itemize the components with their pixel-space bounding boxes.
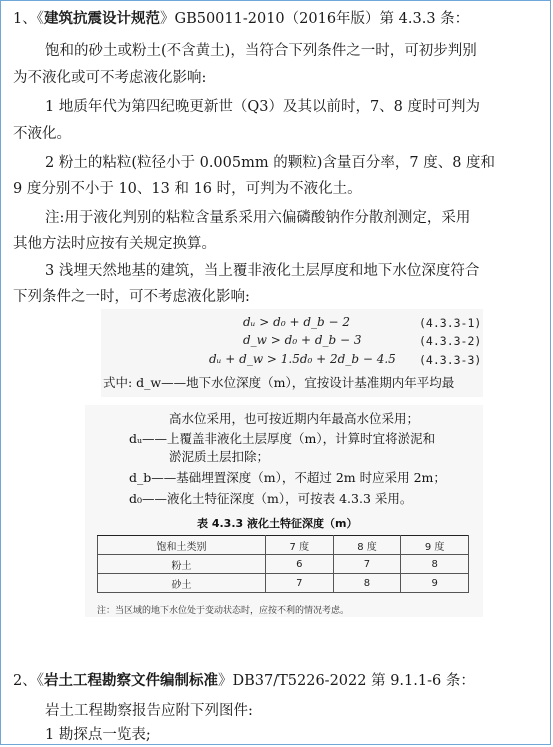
table-cell: 8	[333, 574, 401, 593]
section1-title-suffix: 》GB50011-2010（2016年版）第 4.3.3 条：	[159, 11, 470, 27]
equation-2: d_w > d₀ + d_b − 3	[243, 333, 362, 347]
paragraph-line: 9 度分别不小于 10、13 和 16 时，可判为不液化土。	[13, 181, 362, 197]
paragraph-line: 注:用于液化判别的粘粒含量系采用六偏磷酸钠作分散剂测定，采用	[45, 210, 471, 226]
table-row	[98, 555, 469, 574]
table-cell: 9	[401, 574, 469, 593]
table-header-row	[98, 536, 469, 555]
section2-title-prefix: 2、《	[13, 673, 44, 689]
definitions-table-image	[85, 405, 483, 617]
table-header-cell: 9 度	[401, 536, 469, 555]
definition-du: dᵤ——上覆盖非液化土层厚度（m），计算时宜将淤泥和	[129, 431, 436, 446]
equation-1: dᵤ > d₀ + d_b − 2	[243, 315, 351, 329]
table-note: 注：当区域的地下水位处于变动状态时，应按不利的情况考虑。	[97, 606, 350, 616]
section2-title-standard: 岩土工程勘察文件编制标准	[43, 672, 218, 689]
table-cell: 粉土	[98, 555, 266, 574]
equation-2-number: (4.3.3-2)	[419, 334, 482, 348]
table-cell: 6	[265, 555, 333, 574]
paragraph-line: 其他方法时应按有关规定换算。	[13, 236, 216, 252]
equation-3-number: (4.3.3-3)	[419, 353, 482, 367]
paragraph-line: 为不液化或可不考虑液化影响:	[13, 70, 207, 86]
definition-d0: d₀——液化土特征深度（m），可按表 4.3.3 采用。	[129, 491, 413, 506]
table-cell: 砂土	[98, 574, 266, 593]
equation-3: dᵤ + d_w > 1.5d₀ + 2d_b − 4.5	[209, 352, 396, 366]
liquefaction-depth-table	[97, 535, 469, 593]
paragraph-line: 1 地质年代为第四纪晚更新世（Q3）及其以前时，7、8 度时可判为	[45, 99, 481, 115]
equations-image	[101, 309, 483, 397]
paragraph-line: 1 勘探点一览表;	[45, 727, 151, 743]
section2-title-suffix: 》DB37/T5226-2022 第 9.1.1-6 条：	[217, 673, 475, 689]
definition-dw-continued: 高水位采用，也可按近期内年最高水位采用；	[169, 411, 420, 426]
section1-title-standard: 建筑抗震设计规范	[43, 10, 160, 27]
paragraph-line: 2 粉土的粘粒(粒径小于 0.005mm 的颗粒)含量百分率，7 度、8 度和	[45, 155, 496, 171]
table-title: 表 4.3.3 液化土特征深度（m）	[197, 517, 358, 530]
table-header-cell: 8 度	[333, 536, 401, 555]
definition-db: d_b——基础埋置深度（m），不超过 2m 时应采用 2m；	[129, 470, 446, 485]
definition-du-continued: 淤泥质土层扣除；	[169, 449, 270, 464]
section1-title	[13, 7, 469, 31]
paragraph-line: 不液化。	[13, 126, 71, 142]
paragraph-line: 饱和的砂土或粉土(不含黄土)，当符合下列条件之一时，可初步判别	[45, 43, 477, 59]
table-cell: 7	[333, 555, 401, 574]
definition-dw: 式中: d_w——地下水位深度（m），宜按设计基准期内年平均最	[103, 375, 455, 390]
table-row	[98, 574, 469, 593]
paragraph-line: 岩土工程勘察报告应附下列图件:	[45, 703, 253, 719]
table-cell: 8	[401, 555, 469, 574]
section1-title-prefix: 1、《	[13, 11, 44, 27]
table-cell: 7	[265, 574, 333, 593]
paragraph-line: 3 浅埋天然地基的建筑，当上覆非液化土层厚度和地下水位深度符合	[45, 263, 480, 279]
paragraph-line: 下列条件之一时，可不考虑液化影响:	[13, 289, 250, 305]
table-header-cell: 7 度	[265, 536, 333, 555]
table-header-cell: 饱和土类别	[98, 536, 266, 555]
section2-title	[13, 669, 475, 693]
equation-1-number: (4.3.3-1)	[419, 316, 482, 330]
